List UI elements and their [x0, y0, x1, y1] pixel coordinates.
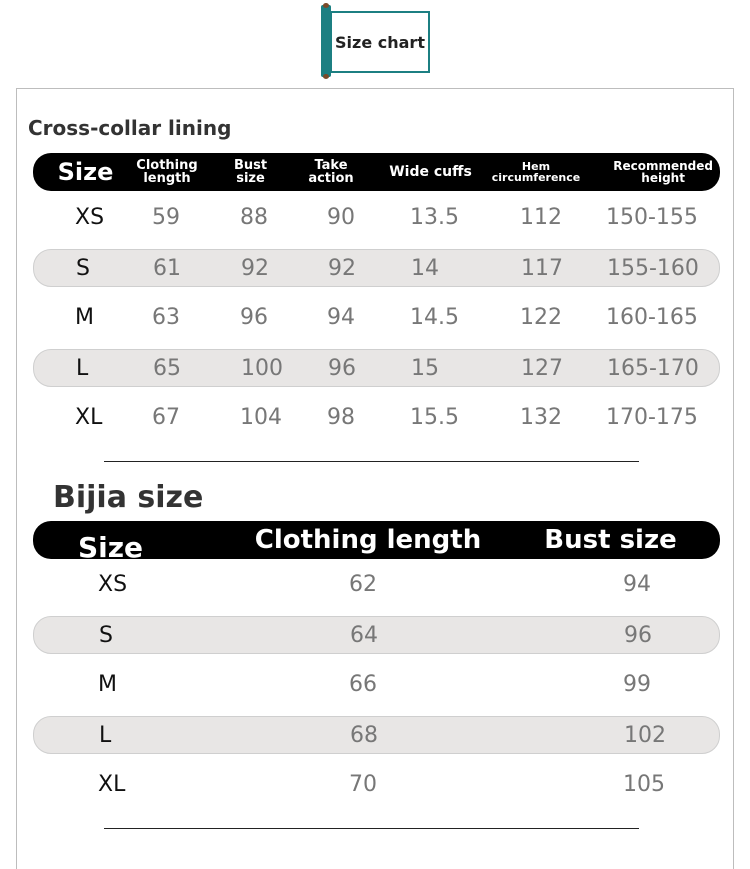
table2-header-2: Bust size [544, 525, 677, 555]
size-chart-badge [318, 5, 432, 77]
size-cell: XL [98, 772, 126, 797]
value-cell: 94 [327, 305, 355, 330]
table2-header [33, 521, 720, 564]
value-cell: 170-175 [606, 405, 698, 430]
table-row [33, 399, 720, 437]
value-cell: 96 [240, 305, 268, 330]
value-cell: 150-155 [606, 205, 698, 230]
value-cell: 112 [520, 205, 562, 230]
value-cell: 63 [152, 305, 180, 330]
table1-header-1: Clothing length [136, 158, 198, 186]
value-cell: 88 [240, 205, 268, 230]
value-cell: 67 [152, 405, 180, 430]
size-chart-label: Size chart [330, 11, 430, 73]
table-row [33, 349, 720, 387]
size-cell: XS [75, 205, 105, 230]
value-cell: 117 [521, 256, 563, 281]
value-cell: 105 [623, 772, 665, 797]
value-cell: 98 [327, 405, 355, 430]
table-row [33, 249, 720, 287]
value-cell: 102 [624, 723, 666, 748]
table1-title: Cross-collar lining [28, 116, 232, 140]
table-row [33, 766, 720, 804]
value-cell: 127 [521, 356, 563, 381]
value-cell: 104 [240, 405, 282, 430]
size-cell: S [76, 256, 90, 281]
table1-header-0: Size [57, 158, 114, 186]
size-cell: L [99, 723, 112, 748]
size-cell: XS [98, 572, 128, 597]
value-cell: 14 [411, 256, 439, 281]
value-cell: 96 [328, 356, 356, 381]
size-cell: S [99, 623, 113, 648]
table1-header-2: Bust size [233, 158, 268, 186]
value-cell: 13.5 [410, 205, 459, 230]
value-cell: 160-165 [606, 305, 698, 330]
value-cell: 92 [241, 256, 269, 281]
table-row [33, 616, 720, 654]
value-cell: 155-160 [607, 256, 699, 281]
value-cell: 15.5 [410, 405, 459, 430]
value-cell: 61 [153, 256, 181, 281]
value-cell: 92 [328, 256, 356, 281]
size-cell: XL [75, 405, 103, 430]
value-cell: 15 [411, 356, 439, 381]
value-cell: 100 [241, 356, 283, 381]
value-cell: 122 [520, 305, 562, 330]
size-cell: M [98, 672, 117, 697]
section-divider [104, 461, 639, 462]
table-row [33, 666, 720, 704]
value-cell: 90 [327, 205, 355, 230]
value-cell: 99 [623, 672, 651, 697]
value-cell: 96 [624, 623, 652, 648]
table-row [33, 299, 720, 337]
table-row [33, 566, 720, 604]
value-cell: 94 [623, 572, 651, 597]
value-cell: 59 [152, 205, 180, 230]
table1-header [33, 153, 720, 191]
table-row [33, 716, 720, 754]
value-cell: 62 [349, 572, 377, 597]
table2-header-1: Clothing length [254, 525, 482, 555]
value-cell: 132 [520, 405, 562, 430]
size-cell: M [75, 305, 94, 330]
value-cell: 14.5 [410, 305, 459, 330]
value-cell: 65 [153, 356, 181, 381]
value-cell: 64 [350, 623, 378, 648]
table1-header-5: Hem circumference [491, 160, 581, 184]
table-row [33, 199, 720, 237]
bottom-divider [104, 828, 639, 829]
value-cell: 165-170 [607, 356, 699, 381]
table1-header-6: Recommended height [613, 159, 713, 185]
table2-header-0: Size [77, 531, 144, 564]
value-cell: 68 [350, 723, 378, 748]
table1-header-3: Take action [308, 158, 354, 186]
value-cell: 70 [349, 772, 377, 797]
size-cell: L [76, 356, 89, 381]
table1-header-4: Wide cuffs [389, 164, 472, 180]
value-cell: 66 [349, 672, 377, 697]
table2-title: Bijia size [53, 480, 204, 515]
